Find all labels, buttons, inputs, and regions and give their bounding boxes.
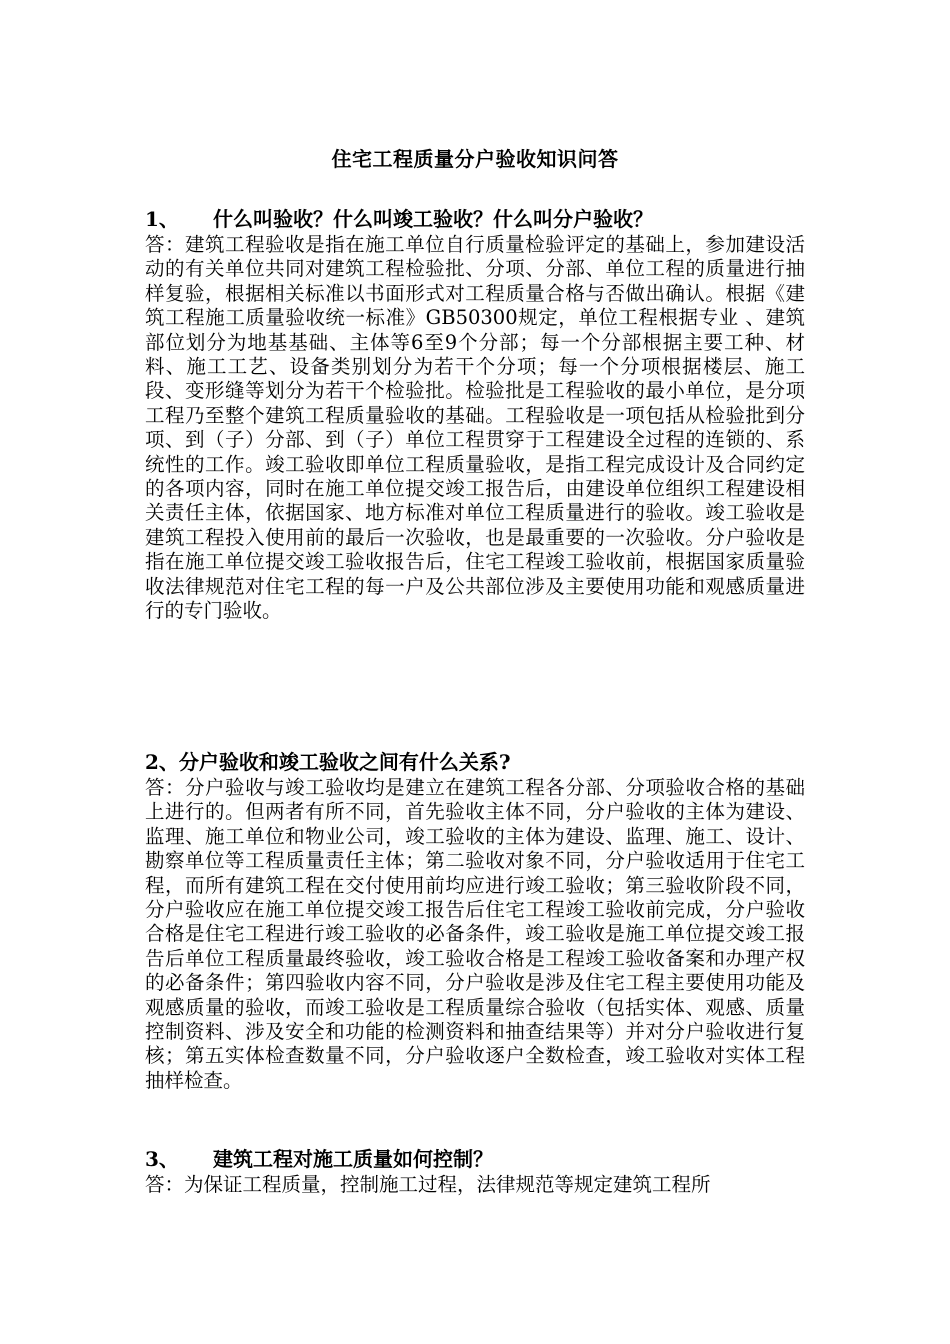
question-3-number: 3、: [145, 1147, 179, 1171]
answer-1-paragraph: 答：建筑工程验收是指在施工单位自行质量检验评定的基础上，参加建设活动的有关单位共同对建筑工程检验批、分项、分部、单位工程的质量进行抽样复验，根据相关标准以书面形式对工程质量合格与否做出确认。根据《建筑工程施工质量验收统一标准》GB50300规定，单位工程根据专业 、建筑部位划分为地基基础、主体等6至9个分部；每一个分部根据主要工种、材料、施工工艺、设备类别划分为若干个分项；每一个分项根据楼层、施工段、变形缝等划分为若干个检验批。检验批是工程验收的最小单位，是分项工程乃至整个建筑工程质量验收的基础。工程验收是一项包括从检验批到分项、到（子）分部、到（子）单位工程贯穿于工程建设全过程的连锁的、系统性的工作。竣工验收即单位工程质量验收，是指工程完成设计及合同约定的各项内容，同时在施工单位提交竣工报告后，由建设单位组织工程建设相关责任主体，依据国家、地方标准对单位工程质量进行的验收。竣工验收是建筑工程投入使用前的最后一次验收，也是最重要的一次验收。分户验收是指在施工单位提交竣工验收报告后，住宅工程竣工验收前，根据国家质量验收法律规范对住宅工程的每一户及公共部位涉及主要使用功能和观感质量进行的专门验收。: [145, 233, 805, 623]
question-3-heading: [145, 1146, 805, 1172]
question-3-text: 建筑工程对施工质量如何控制？: [213, 1147, 493, 1171]
question-1-heading: [145, 206, 805, 232]
answer-2-paragraph: 答：分户验收与竣工验收均是建立在建筑工程各分部、分项验收合格的基础上进行的。但两者有所不同，首先验收主体不同，分户验收的主体为建设、监理、施工单位和物业公司，竣工验收的主体为建设、监理、施工、设计、勘察单位等工程质量责任主体；第二验收对象不同，分户验收适用于住宅工程，而所有建筑工程在交付使用前均应进行竣工验收；第三验收阶段不同，分户验收应在施工单位提交竣工报告后住宅工程竣工验收前完成，分户验收合格是住宅工程进行竣工验收的必备条件，竣工验收是施工单位提交竣工报告后单位工程质量最终验收，竣工验收合格是工程竣工验收备案和办理产权的必备条件；第四验收内容不同，分户验收是涉及住宅工程主要使用功能及观感质量的验收，而竣工验收是工程质量综合验收（包括实体、观感、质量控制资料、涉及安全和功能的检测资料和抽查结果等）并对分户验收进行复核；第五实体检查数量不同，分户验收逐户全数检查，竣工验收对实体工程抽样检查。: [145, 776, 805, 1092]
document-title: 住宅工程质量分户验收知识问答: [331, 147, 619, 171]
question-1-text: 什么叫验收？什么叫竣工验收？什么叫分户验收？: [213, 207, 653, 231]
question-2-heading: 2、分户验收和竣工验收之间有什么关系?: [145, 750, 511, 774]
question-1-number: 1、: [145, 207, 179, 231]
answer-3-paragraph: 答：为保证工程质量，控制施工过程，法律规范等规定建筑工程所: [145, 1173, 711, 1196]
